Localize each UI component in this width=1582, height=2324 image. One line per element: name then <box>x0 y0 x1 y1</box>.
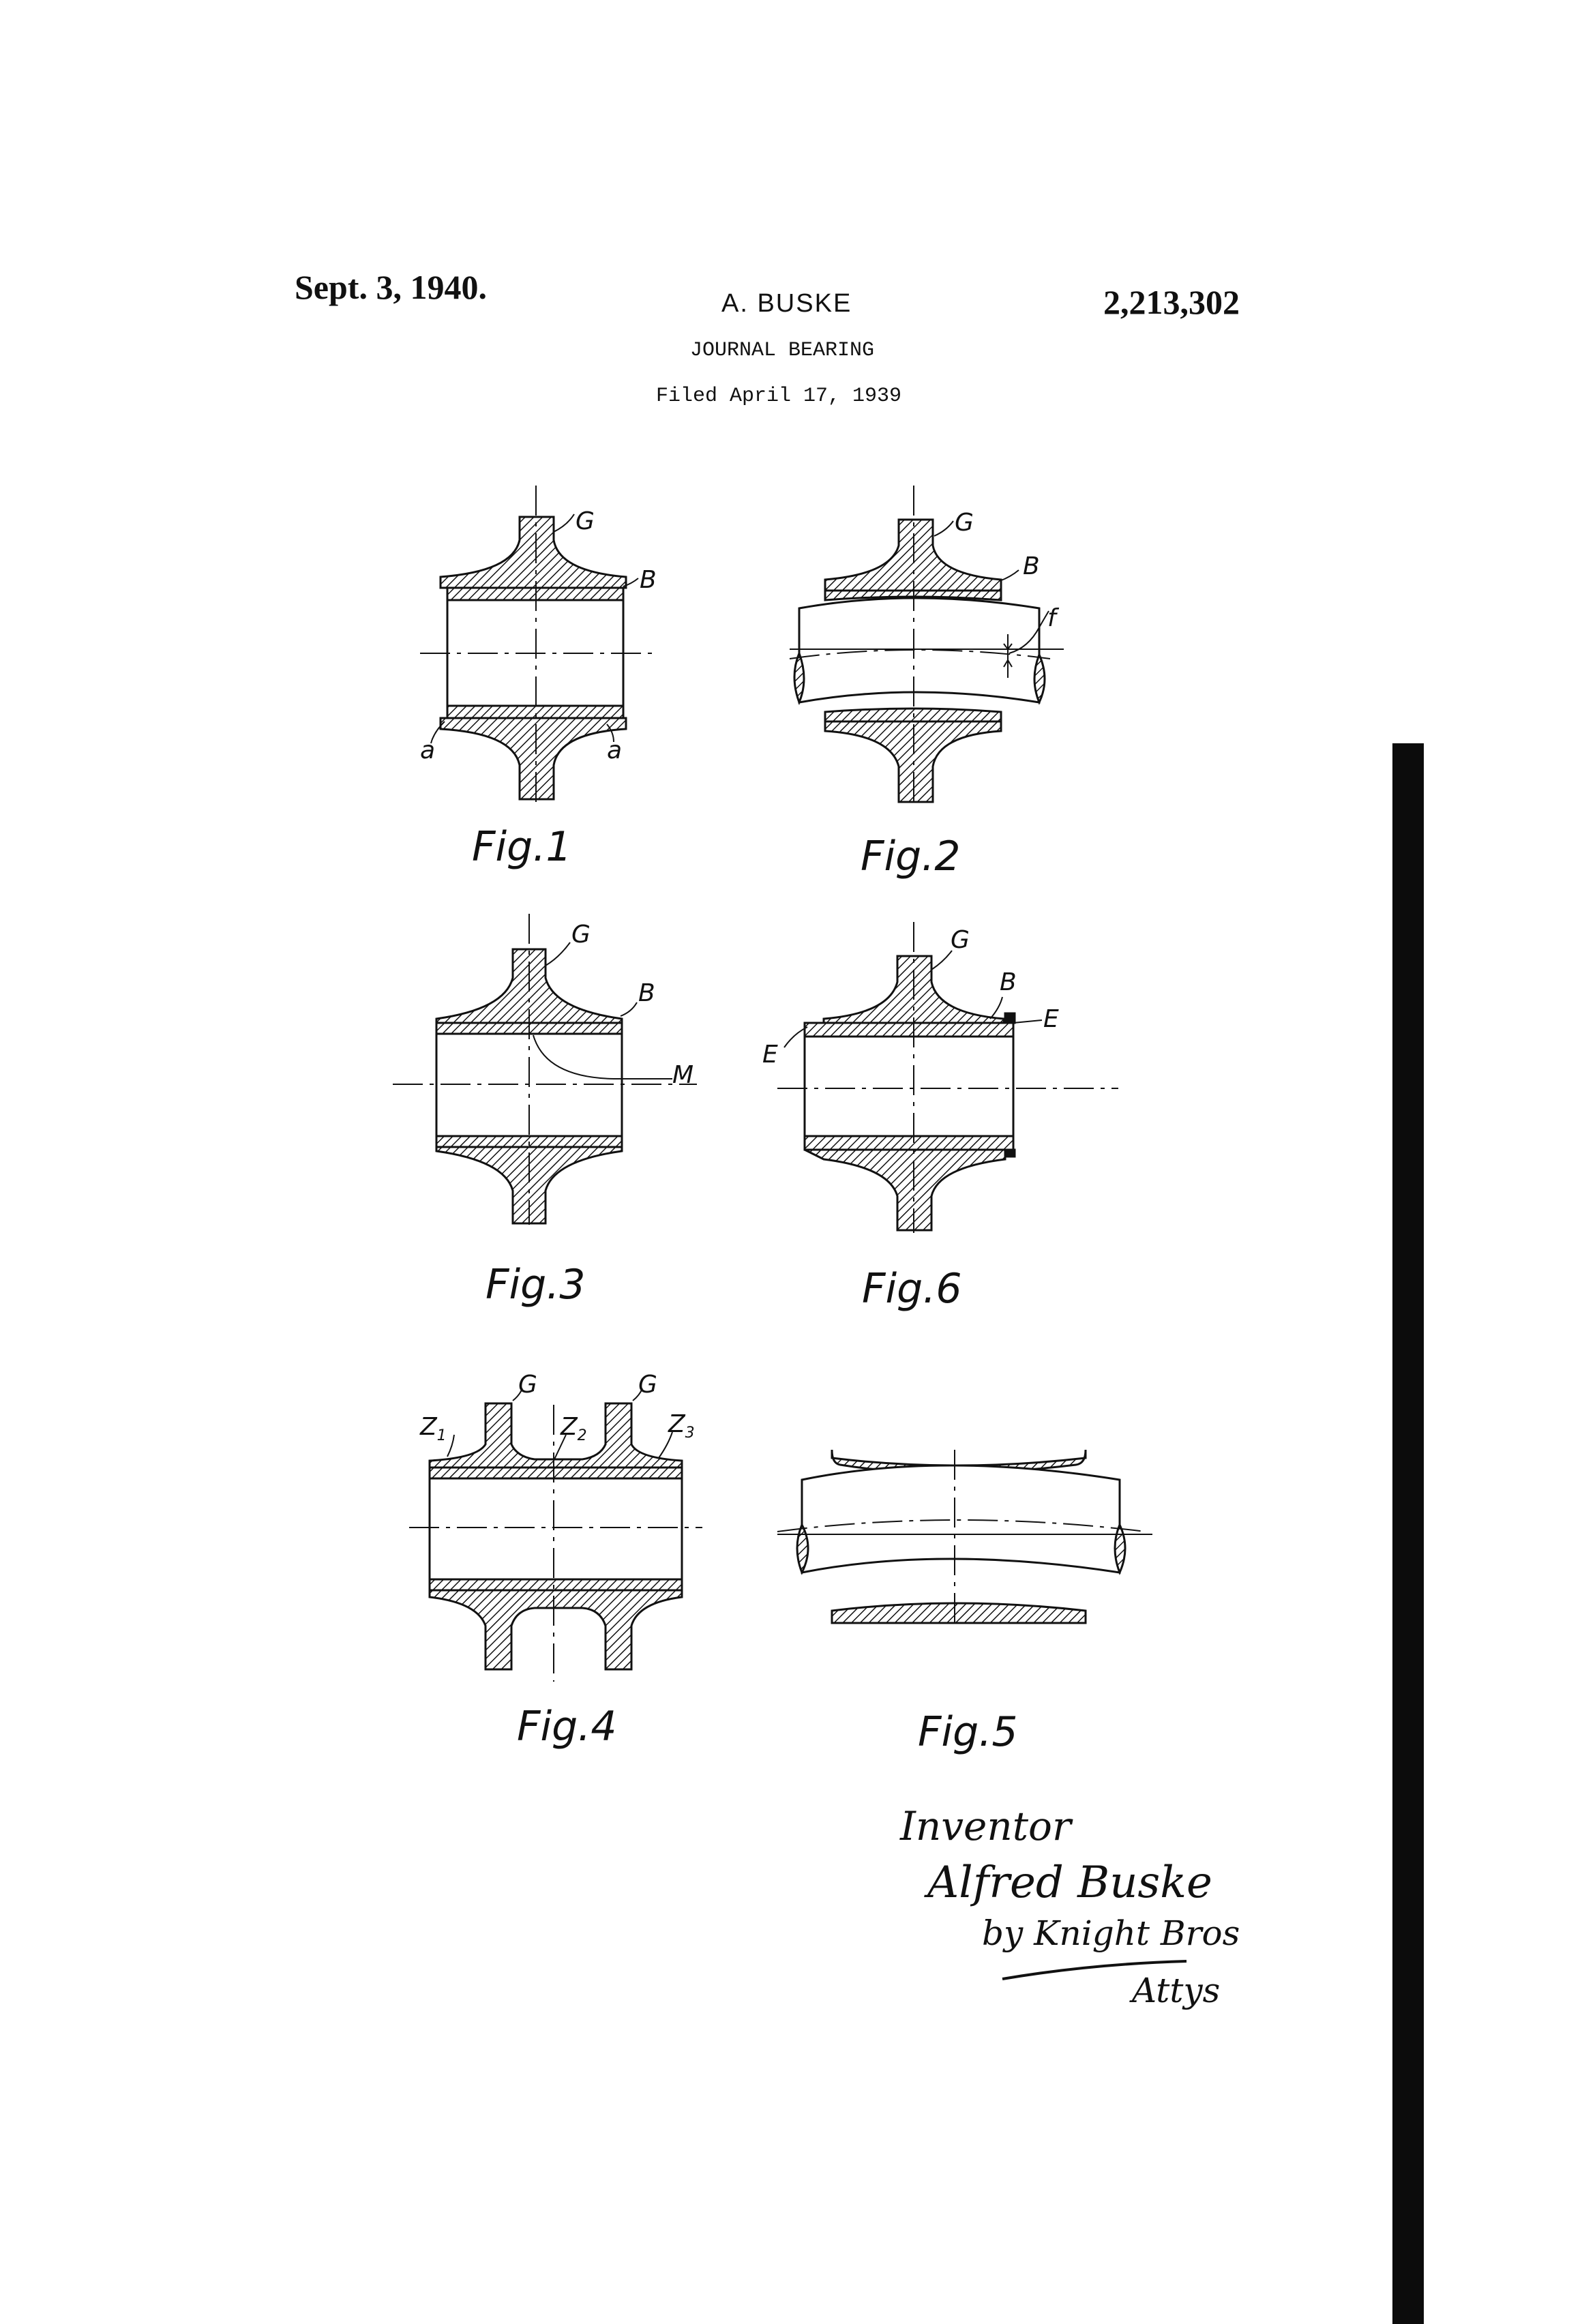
signature-line: by Knight Bros <box>982 1913 1240 1953</box>
figure-label: Fig.1 <box>472 823 572 871</box>
figure-label: Fig.5 <box>918 1708 1018 1756</box>
ref-label-m: M <box>672 1061 694 1089</box>
signature-line: Inventor <box>900 1803 1071 1849</box>
patent-title: JOURNAL BEARING <box>690 339 875 362</box>
ref-label-f: f <box>1047 604 1056 632</box>
ref-label-a: a <box>607 736 623 764</box>
z-subscript: 3 <box>685 1425 695 1442</box>
figure-label: Fig.3 <box>486 1261 586 1309</box>
figure-5 <box>777 1450 1152 1628</box>
figure-4 <box>409 1388 702 1682</box>
figure-label: Fig.2 <box>861 833 961 880</box>
z-letter: Z <box>668 1410 685 1438</box>
ref-label-z3 <box>668 1410 695 1442</box>
ref-label-b: B <box>1023 552 1040 580</box>
ref-label-b: B <box>638 979 655 1007</box>
ref-label-g: G <box>951 926 970 954</box>
signature-line: Attys <box>1132 1971 1221 2010</box>
ref-label-g: G <box>955 509 974 537</box>
signature-line: Alfred Buske <box>927 1858 1212 1908</box>
z-subscript: 2 <box>577 1427 587 1444</box>
ref-label-e: E <box>1043 1005 1059 1033</box>
ref-label-g: G <box>518 1371 537 1399</box>
filing-date: Filed April 17, 1939 <box>656 385 902 408</box>
scan-edge-bar <box>1392 743 1424 2324</box>
figure-label: Fig.4 <box>517 1703 617 1751</box>
figure-label: Fig.6 <box>862 1265 962 1313</box>
inventor-signature <box>899 1803 1240 2010</box>
ref-label-g: G <box>638 1371 657 1399</box>
z-letter: Z <box>420 1413 437 1441</box>
z-letter: Z <box>561 1413 578 1441</box>
inventor-name: A. BUSKE <box>721 289 852 318</box>
ref-label-e: E <box>762 1041 778 1069</box>
ref-label-z2 <box>560 1413 587 1444</box>
figure-2 <box>790 486 1064 809</box>
ref-label-z1 <box>419 1413 447 1444</box>
ref-label-g: G <box>576 507 595 535</box>
figure-3 <box>393 914 697 1225</box>
ref-label-g: G <box>571 921 591 949</box>
ref-label-b: B <box>1000 968 1017 996</box>
ref-label-a: a <box>420 736 436 764</box>
z-subscript: 1 <box>436 1427 447 1444</box>
patent-number: 2,213,302 <box>1103 283 1240 321</box>
patent-date: Sept. 3, 1940. <box>295 268 487 306</box>
figure-6 <box>777 922 1118 1233</box>
ref-label-b: B <box>640 566 657 594</box>
